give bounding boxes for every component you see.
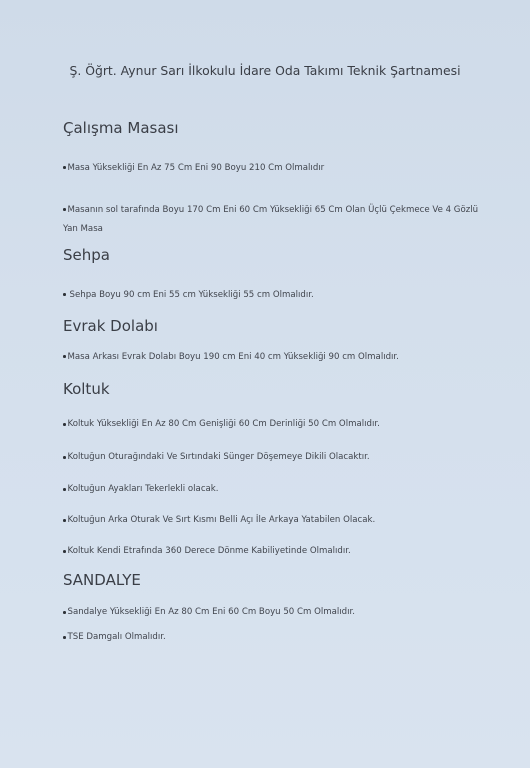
document-title: Ş. Öğrt. Aynur Sarı İlkokulu İdare Oda Takımı Teknik Şartnamesi [69, 63, 461, 78]
bullet-dot [63, 355, 66, 358]
bullet-dot [63, 519, 66, 522]
list-item: Masa Arkası Evrak Dolabı Boyu 190 cm Eni 40 cm Yüksekliği 90 cm Olmalıdır. [63, 351, 399, 363]
bullet-dot [63, 488, 66, 491]
list-item: TSE Damgalı Olmalıdır. [63, 631, 166, 643]
section-heading-sandalye: SANDALYE [63, 571, 141, 589]
list-item: Koltuğun Ayakları Tekerlekli olacak. [63, 483, 219, 495]
list-item: Koltuk Yüksekliği En Az 80 Cm Genişliği 60 Cm Derinliği 50 Cm Olmalıdır. [63, 418, 380, 430]
section-heading-koltuk: Koltuk [63, 380, 110, 398]
bullet-dot [63, 456, 66, 459]
bullet-dot [63, 636, 66, 639]
section-heading-sehpa: Sehpa [63, 246, 110, 264]
bullet-dot [63, 611, 66, 614]
bullet-dot [63, 166, 66, 169]
bullet-dot [63, 208, 66, 211]
list-item: Sehpa Boyu 90 cm Eni 55 cm Yüksekliği 55 cm Olmalıdır. [63, 289, 314, 301]
list-item: Sandalye Yüksekliği En Az 80 Cm Eni 60 Cm Boyu 50 Cm Olmalıdır. [63, 606, 355, 618]
list-item: Masanın sol tarafında Boyu 170 Cm Eni 60 Cm Yüksekliği 65 Cm Olan Üçlü Çekmece Ve 4 Gözlü Yan Masa [63, 205, 479, 234]
bullet-dot [63, 550, 66, 553]
list-item: Koltuğun Oturağındaki Ve Sırtındaki Sünger Döşemeye Dikili Olacaktır. [63, 451, 370, 463]
bullet-dot [63, 423, 66, 426]
list-item: Koltuğun Arka Oturak Ve Sırt Kısmı Belli Açı İle Arkaya Yatabilen Olacak. [63, 514, 375, 526]
section-heading-evrak-dolabi: Evrak Dolabı [63, 317, 158, 335]
bullet-dot [63, 293, 66, 296]
section-heading-calisma-masasi: Çalışma Masası [63, 119, 179, 137]
list-item: Koltuk Kendi Etrafında 360 Derece Dönme Kabiliyetinde Olmalıdır. [63, 545, 351, 557]
list-item: Masa Yüksekliği En Az 75 Cm Eni 90 Boyu 210 Cm Olmalıdır [63, 162, 324, 174]
